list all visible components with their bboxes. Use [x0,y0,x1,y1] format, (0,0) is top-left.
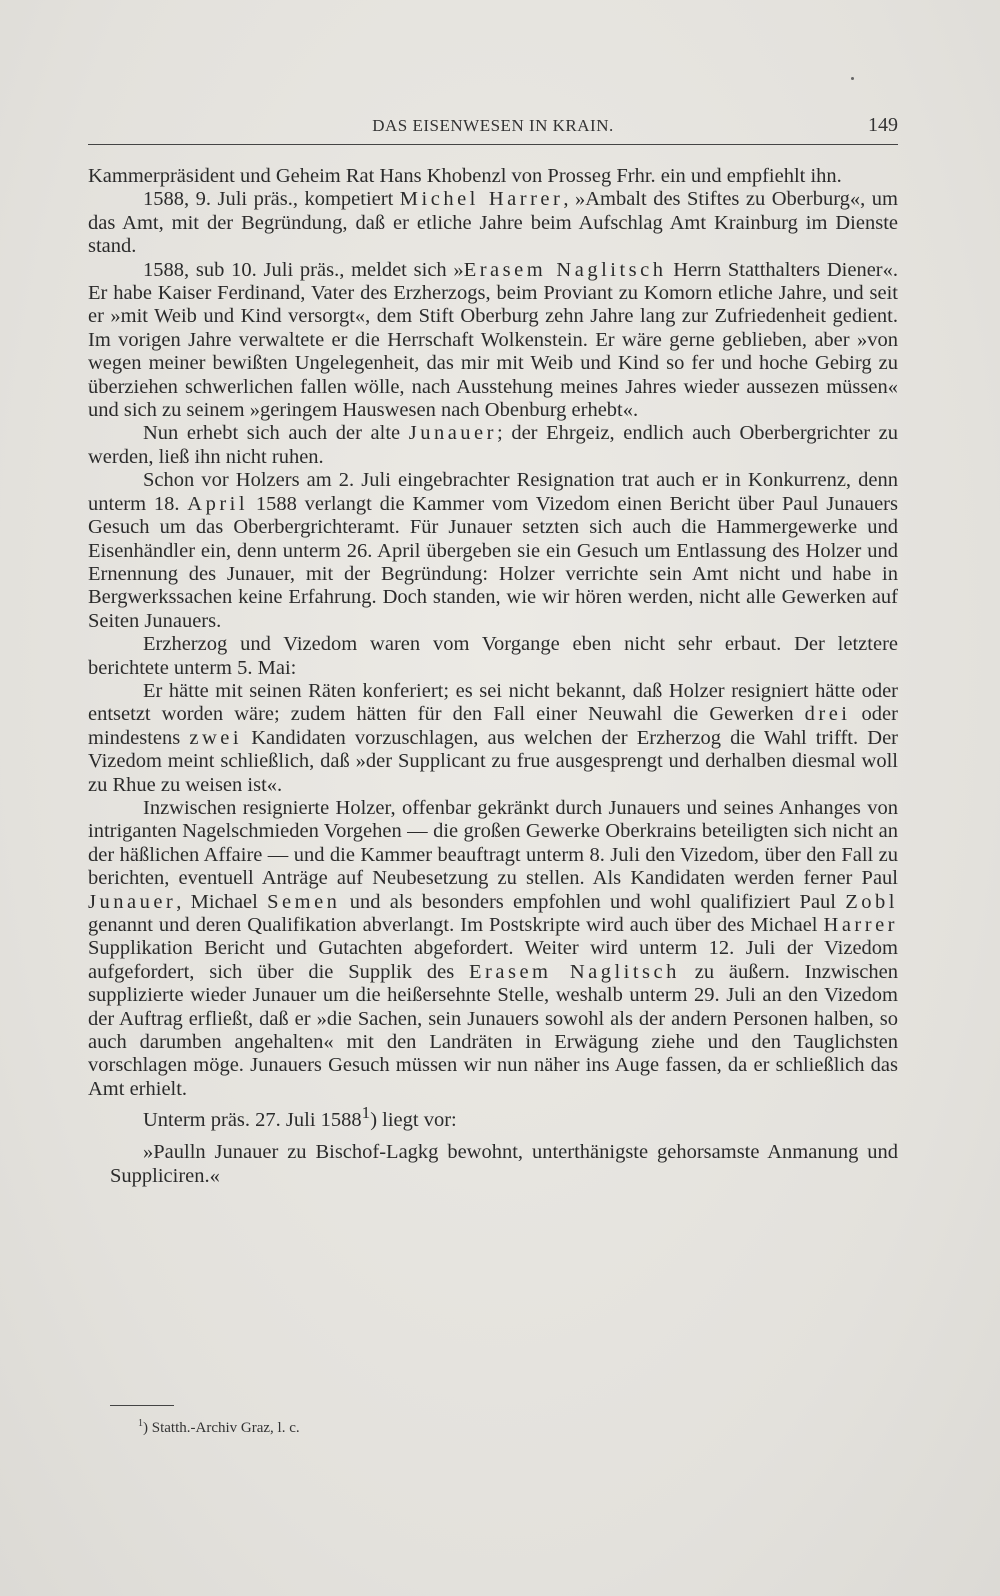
name-junauer: Junauer [408,422,497,445]
p8-text-d: genannt und deren Qualifikation abverlangt. Im Postskripte wird auch über des Michael [88,914,824,936]
p6-text: Erzherzog und Vizedom waren vom Vorgange eben nicht sehr erbaut. Der letztere berichtete unterm 5. Mai: [88,633,898,679]
emph-drei: drei [804,703,851,726]
paragraph-2 [88,188,898,258]
name-semen: Semen [267,890,341,913]
paragraph-4 [88,422,898,469]
footnote-close: ) [143,1420,148,1436]
p7-text-a: Er hätte mit seinen Räten konferiert; es sei nicht bekannt, daß Holzer resigniert hätte oder entsetzt worden wäre; zudem hätten für den Fall einer Neuwahl die Gewerken [88,679,898,726]
quoted-title [88,1141,898,1188]
p5-text-b: 1588 verlangt die Kammer vom Vizedom einen Bericht über Paul Junauers Gesuch um das Oberbergrichteramt. Für Junauer setzten sich auch die Hammergewerke und Eisenhändler ein, denn unterm 26. April übergeben sie ein Gesuch um Entlassung des Holzer und Ernennung des Junauer, mit der Begründung: Holzer verrichte sein Amt nicht und habe in Bergwerkssachen keine Erfahrung. Doch standen, wie wir hören werden, nicht alle Gewerken auf Seiten Junauers. [88,492,898,632]
name-michel-harrer: Michel Harrer [399,188,564,211]
p1-text: Kammerpräsident und Geheim Rat Hans Khobenzl von Prosseg Frhr. ein und empfiehlt ihn. [88,165,842,187]
footnote-rule [110,1405,174,1406]
page-number: 149 [868,114,898,136]
running-title: DAS EISENWESEN IN KRAIN. [372,116,614,135]
p2-text-a: 1588, 9. Juli präs., kompetiert [143,188,400,211]
p8-text-c: und als besonders empfohlen und wohl qualifiziert Paul [340,890,846,913]
p9-text-a: Unterm präs. 27. Juli 1588 [143,1109,362,1132]
paragraph-9 [88,1101,898,1132]
name-zobl: Zobl [845,890,898,913]
p8-text-f: zu äußern. Inzwischen supplizierte wieder Junauer um die heißersehnte Stelle, weshalb unterm 29. Juli an den Vizedom der Auftrag erfließt, daß er »die Sachen, sein Junauers sowohl als der andern Personen halben, so auch darumben angehalten« mit den Landräten in Erwägung ziehe und den Tauglichsten vorschlagen möge. Junauers Gesuch müssen wir nun näher ins Auge fassen, da er schließlich das Amt erhielt. [88,960,898,1100]
paragraph-7 [88,680,898,797]
paragraph-8 [88,797,898,1101]
p4-text-b: ; der Ehrgeiz, endlich auch Oberbergrichter zu werden, ließ ihn nicht ruhen. [88,422,898,468]
speck [851,77,854,80]
name-erasem-naglitsch: Erasem Naglitsch [463,258,667,281]
p5-text-a: Schon vor Holzers am 2. Juli eingebrachter Resignation trat auch er in Konkurrenz, denn unterm 18. [88,469,898,515]
name-erasem-naglitsch-2: Erasem Naglitsch [469,960,680,983]
quote-text: »Paulln Junauer zu Bischof-Lagkg bewohnt, unterthänigste gehorsamste Anmanung und Suppliciren.« [110,1141,898,1187]
page-header [88,112,898,145]
emph-april: April [187,492,249,515]
p3-text-a: 1588, sub 10. Juli präs., meldet sich » [143,258,464,281]
footnote-text: Statth.-Archiv Graz, l. c. [148,1420,300,1436]
p4-text-a: Nun erhebt sich auch der alte [143,422,409,445]
p8-text-b: , Michael [176,890,268,913]
p2-text-b: , »Ambalt des Stiftes zu Oberburg«, um das Amt, mit der Begründung, daß er etliche Jahre beim Aufschlag Amt Krainburg im Dienste stand. [88,188,898,258]
p7-text-b: oder mindestens [88,703,898,749]
footnote-mark: 1 [138,1418,143,1429]
p8-text-a: Inzwischen resignierte Holzer, offenbar gekränkt durch Junauers und seines Anhanges von intriganten Nagelschmieden Vorgehen — die großen Gewerke Oberkrains beteiligten sich nicht an der häßlichen Affaire — und die Kammer beauftragt unterm 8. Juli den Vizedom, über den Fall zu berichten, eventuell Anträge auf Neubesetzung zu stellen. Als Kandidaten werden ferner Paul [88,796,898,890]
paragraph-3 [88,259,898,423]
body-text [88,165,898,1188]
paragraph-6 [88,633,898,680]
footnote-ref: 1 [361,1103,371,1123]
p3-text-b: Herrn Statthalters Diener«. Er habe Kaiser Ferdinand, Vater des Erzherzogs, beim Proviant zu Komorn etliche Jahre, und seit er »mit Weib und Kind versorgt«, dem Stift Oberburg zehn Jahre lang zur Zufriedenheit gedient. Im vorigen Jahre verwaltete er die Herrschaft Wolkenstein. Er wäre gerne geblieben, aber »von wegen meiner bewißten Ungelegenheit, das mir mit Weib und Kind so fer und hoche Gebirg zu überziehen schwerlichen fallen wölle, nach Ausstehung meines Jahres wieder aussezen müssen« und sich zu seinem »geringem Hauswesen nach Obenburg erhebt«. [88,258,898,422]
emph-zwei: zwei [189,726,243,749]
p8-text-e: Supplikation Bericht und Gutachten abgefordert. Weiter wird unterm 12. Juli der Vizedom aufgefordert, sich über die Supplik des [88,937,898,983]
paragraph-5 [88,469,898,633]
name-junauer-2: Junauer [88,890,177,913]
name-harrer: Harrer [823,914,898,936]
p7-text-c: Kandidaten vorzuschlagen, aus welchen der Erzherzog die Wahl trifft. Der Vizedom meint schließlich, daß »der Supplicant zu frue ausgesprengt und derhalben diesmal woll zu Rhue zu weisen ist«. [88,726,898,796]
paragraph-1 [88,165,898,188]
footnote [138,1418,300,1437]
p9-text-b: ) liegt vor: [370,1109,457,1132]
